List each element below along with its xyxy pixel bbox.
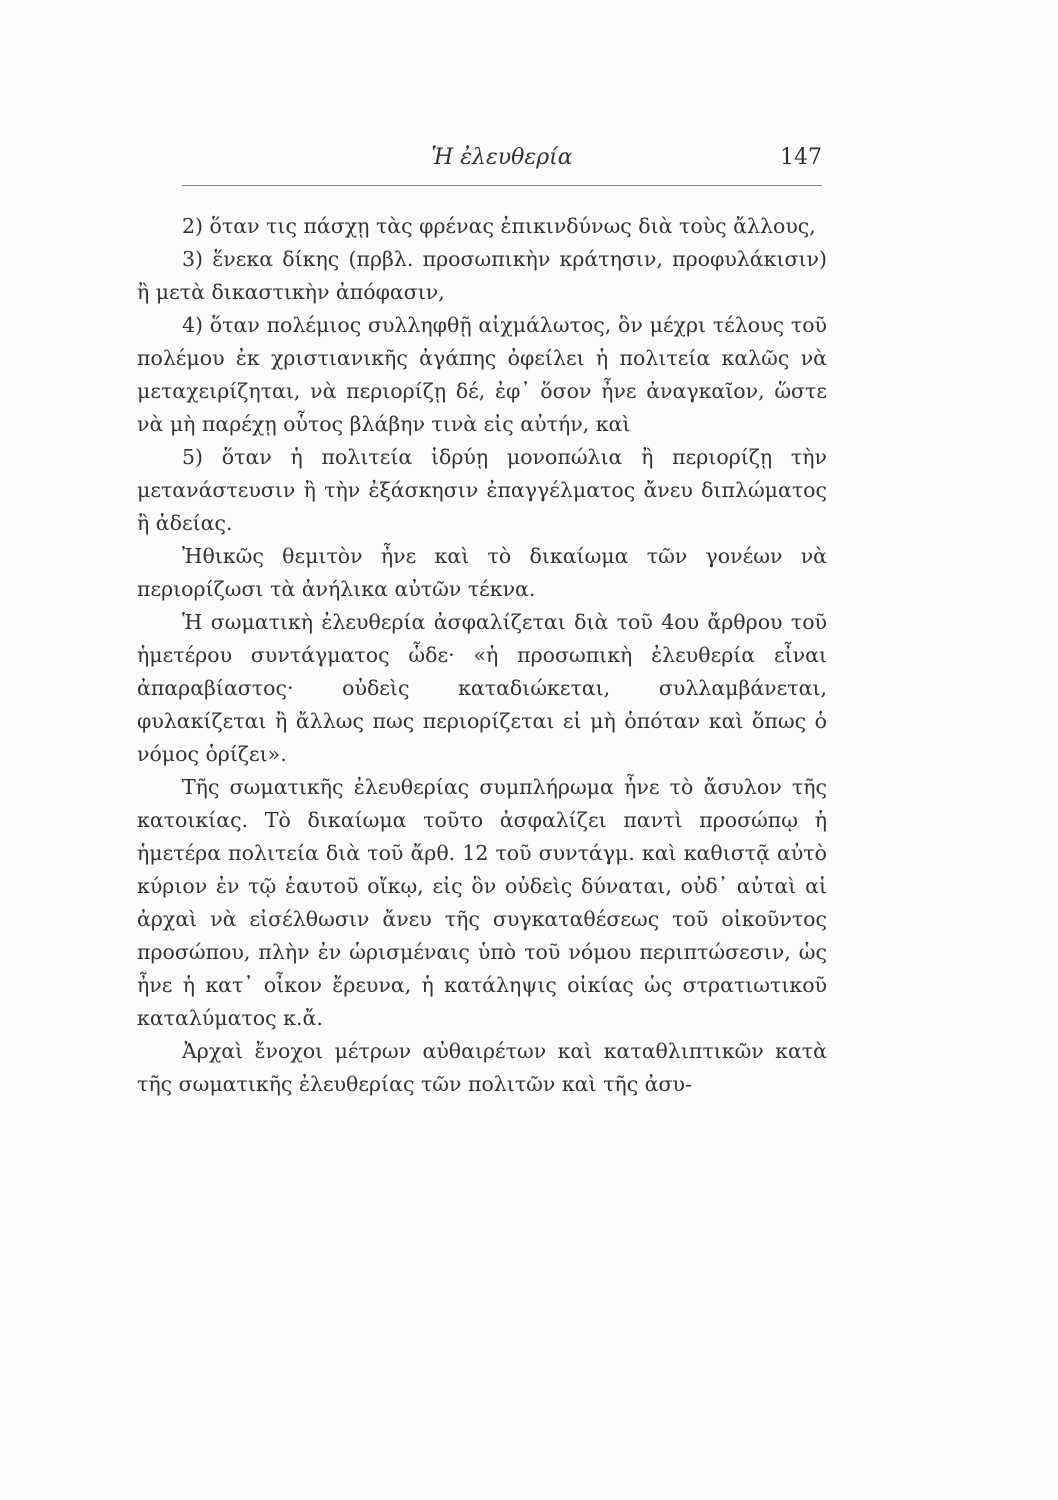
paragraph-parental-right: Ἠθικῶς θεμιτὸν ἦνε καὶ τὸ δικαίωμα τῶν γονέων νὰ περιορίζωσι τὰ ἀνήλικα αὐτῶν τέκνα. [137, 544, 827, 601]
paragraph-asylum-of-home: Τῆς σωματικῆς ἐλευθερίας συμπλήρωμα ἦνε τὸ ἄσυλον τῆς κατοικίας. Τὸ δικαίωμα τοῦτο ἀσφαλίζει παντὶ προσώπῳ ἡ ἡμετέρα πολιτεία διὰ τοῦ ἄρθ. 12 τοῦ συντάγμ. καὶ καθιστᾷ αὐτὸ κύριον ἐν τῷ ἑαυτοῦ οἴκῳ, εἰς ὃν οὐδεὶς δύναται, οὐδ᾿ αὐταὶ αἱ ἀρχαὶ νὰ εἰσέλθωσιν ἄνευ τῆς συγκαταθέσεως τοῦ οἰκοῦντος προσώπου, πλὴν ἐν ὡρισμέναις ὑπὸ τοῦ νόμου περιπτώσεσιν, ὡς ἦνε ἡ κατ᾿ οἶκον ἔρευνα, ἡ κατάληψις οἰκίας ὡς στρατιωτικοῦ καταλύματος κ.ἄ. [137, 775, 827, 1030]
paragraph-case-4: 4) ὅταν πολέμιος συλληφθῇ αἰχμάλωτος, ὃν μέχρι τέλους τοῦ πολέμου ἐκ χριστιανικῆς ἀγάπης ὀφείλει ἡ πολιτεία καλῶς νὰ μεταχειρίζηται, νὰ περιορίζῃ δέ, ἐφ᾿ ὅσον ἦνε ἀναγκαῖον, ὥστε νὰ μὴ παρέχῃ οὗτος βλάβην τινὰ εἰς αὐτήν, καὶ [137, 313, 827, 436]
paragraph-constitution-article-4: Ἡ σωματικὴ ἐλευθερία ἀσφαλίζεται διὰ τοῦ 4ου ἄρθρου τοῦ ἡμετέρου συντάγματος ὧδε· «ἡ προσωπικὴ ἐλευθερία εἶναι ἀπαραβίαστος· οὐδεὶς καταδιώκεται, συλλαμβάνεται, φυλακίζεται ἢ ἄλλως πως περιορίζεται εἰ μὴ ὁπόταν καὶ ὅπως ὁ νόμος ὁρίζει». [137, 610, 827, 766]
paragraph-authorities: Ἀρχαὶ ἔνοχοι μέτρων αὐθαιρέτων καὶ καταθλιπτικῶν κατὰ τῆς σωματικῆς ἐλευθερίας τῶν πολιτῶν καὶ τῆς ἀσυ- [137, 1039, 827, 1096]
paragraph-case-5: 5) ὅταν ἡ πολιτεία ἱδρύῃ μονοπώλια ἢ περιορίζῃ τὴν μετανάστευσιν ἢ τὴν ἐξάσκησιν ἐπαγγέλματος ἄνευ διπλώματος ἢ ἀδείας. [137, 445, 827, 535]
running-title: Ἡ ἐλευθερία [431, 145, 573, 170]
page-number: 147 [780, 145, 822, 170]
running-head [182, 141, 822, 181]
body-text [137, 210, 827, 1101]
paragraph-case-2: 2) ὅταν τις πάσχῃ τὰς φρένας ἐπικινδύνως διὰ τοὺς ἄλλους, [182, 214, 816, 238]
header-rule [182, 185, 822, 186]
paragraph-case-3: 3) ἕνεκα δίκης (πρβλ. προσωπικὴν κράτησιν, προφυλάκισιν) ἢ μετὰ δικαστικὴν ἀπόφασιν, [137, 247, 827, 304]
